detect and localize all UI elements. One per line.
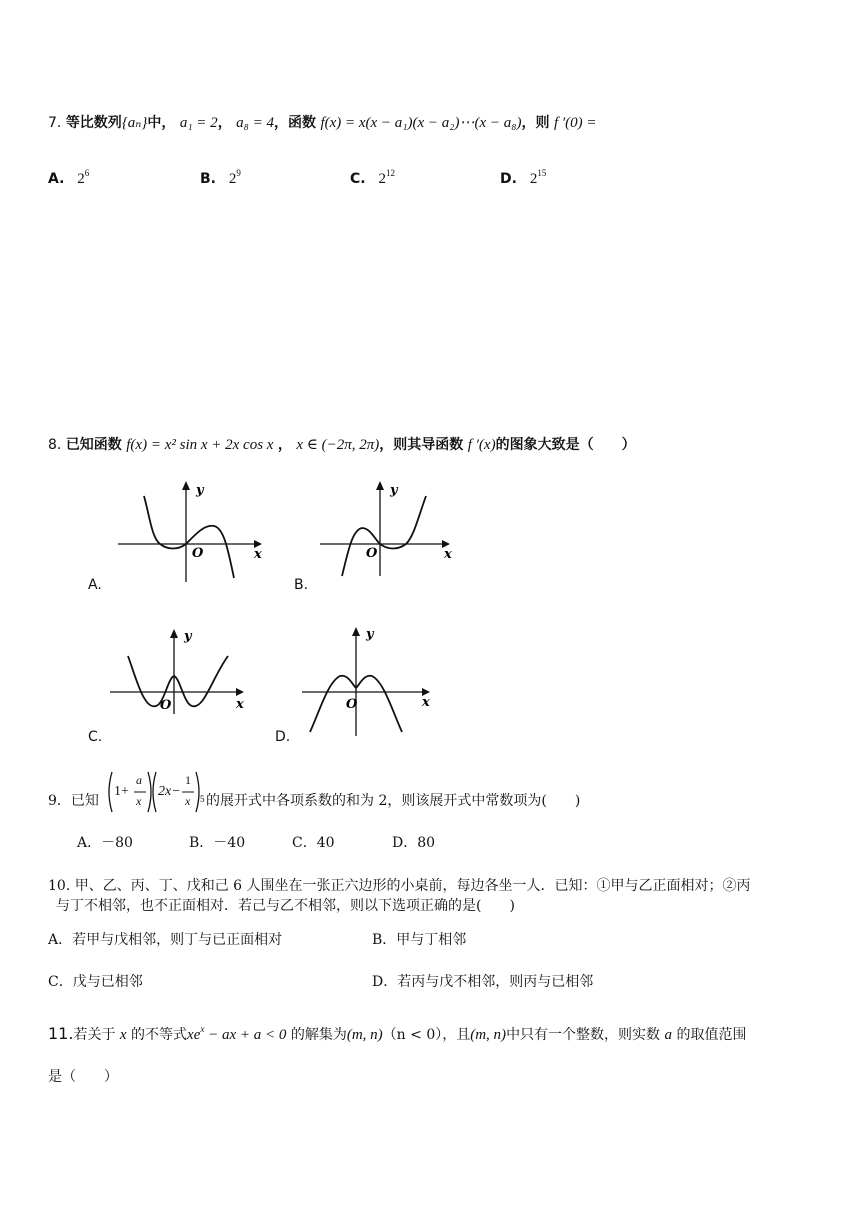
q9-expression: 1+ a x 2x− 1 x 5 — [106, 770, 206, 814]
q10-option-b[interactable]: B．甲与丁相邻 — [372, 932, 467, 948]
q8-graph-d[interactable] — [298, 622, 448, 738]
question-8-stem: 8. 已知函数 f(x) = x² sin x + 2x cos x ， x ∈ (−2π, 2π)，则其导函数 f ′(x)的图象大致是（ ） — [48, 437, 636, 453]
y-axis-arrow-icon — [182, 481, 190, 490]
curve — [144, 496, 234, 578]
q10-option-c[interactable]: C．戊与已相邻 — [48, 974, 143, 990]
q7-option-b[interactable]: B. $2^9$ — [200, 168, 241, 187]
q8-option-a-label[interactable]: A. — [88, 577, 102, 593]
y-axis-arrow-icon — [352, 627, 360, 636]
y-axis-arrow-icon — [376, 481, 384, 490]
q11-stem-line-2: 是（ ） — [48, 1069, 118, 1085]
question-11-stem: 11.若关于 x 的不等式$xe^x$ − ax + a < 0 的解集为(m, n)（n < 0），且(m, n)中只有一个整数，则实数 a 的取值范围 — [48, 1024, 747, 1043]
x-axis-label: x — [422, 695, 430, 710]
q8-graph-b[interactable] — [314, 478, 464, 578]
q8-graph-c[interactable] — [106, 626, 256, 716]
curve — [128, 656, 228, 706]
origin-label: O — [366, 546, 378, 561]
q9-stem-rest: 的展开式中各项系数的和为 2，则该展开式中常数项为( ) — [206, 793, 581, 809]
q10-stem-line-2: 与丁不相邻，也不正面相对．若己与乙不相邻，则以下选项正确的是( ) — [56, 898, 515, 914]
q7-option-c[interactable]: C. $2^{12}$ — [350, 168, 395, 187]
q10-option-a[interactable]: A．若甲与戊相邻，则丁与已正面相对 — [48, 932, 283, 948]
question-number: 11. — [48, 1024, 74, 1043]
q9-number-text: 9．已知 — [48, 793, 99, 809]
y-axis-label: y — [390, 483, 398, 498]
origin-label: O — [346, 697, 358, 712]
question-number: 7. — [48, 115, 62, 131]
q10-stem-line-1: 10. 甲、乙、丙、丁、戊和己 6 人围坐在一张正六边形的小桌前，每边各坐一人．已知：①甲与乙正面相对；②丙 — [48, 878, 751, 894]
x-axis-label: x — [444, 547, 452, 562]
q9-option-c[interactable]: C．40 — [292, 835, 335, 851]
x-axis-label: x — [254, 547, 262, 562]
q9-option-a[interactable]: A．－80 — [77, 835, 133, 851]
origin-label: O — [192, 546, 204, 561]
q7-option-a[interactable]: A. $2^6$ — [48, 168, 90, 187]
x-axis-label: x — [236, 697, 244, 712]
q10-option-d[interactable]: D．若丙与戊不相邻，则丙与已相邻 — [372, 974, 594, 990]
y-axis-label: y — [184, 629, 192, 644]
q8-option-c-label[interactable]: C. — [88, 729, 103, 745]
y-axis-arrow-icon — [170, 629, 178, 638]
question-7-stem: 7. 等比数列{aₙ}中， a₁ = 2， a₈ = 4，函数 f(x) = x(x − a₁)(x − a₂)⋯(x − a₈)，则 f ′(0) = — [48, 115, 597, 131]
q9-option-d[interactable]: D．80 — [392, 835, 436, 851]
y-axis-label: y — [196, 483, 204, 498]
q8-graph-a[interactable] — [112, 478, 272, 584]
q8-option-b-label[interactable]: B. — [294, 577, 309, 593]
q9-option-b[interactable]: B．－40 — [189, 835, 246, 851]
x-axis-arrow-icon — [236, 688, 244, 696]
q8-option-d-label[interactable]: D. — [275, 729, 291, 745]
question-number: 9． — [48, 793, 71, 809]
y-axis-label: y — [366, 627, 374, 642]
origin-label: O — [160, 698, 172, 713]
curve — [342, 496, 426, 576]
question-number: 8. — [48, 437, 62, 453]
q7-option-d[interactable]: D. $2^{15}$ — [500, 168, 547, 187]
